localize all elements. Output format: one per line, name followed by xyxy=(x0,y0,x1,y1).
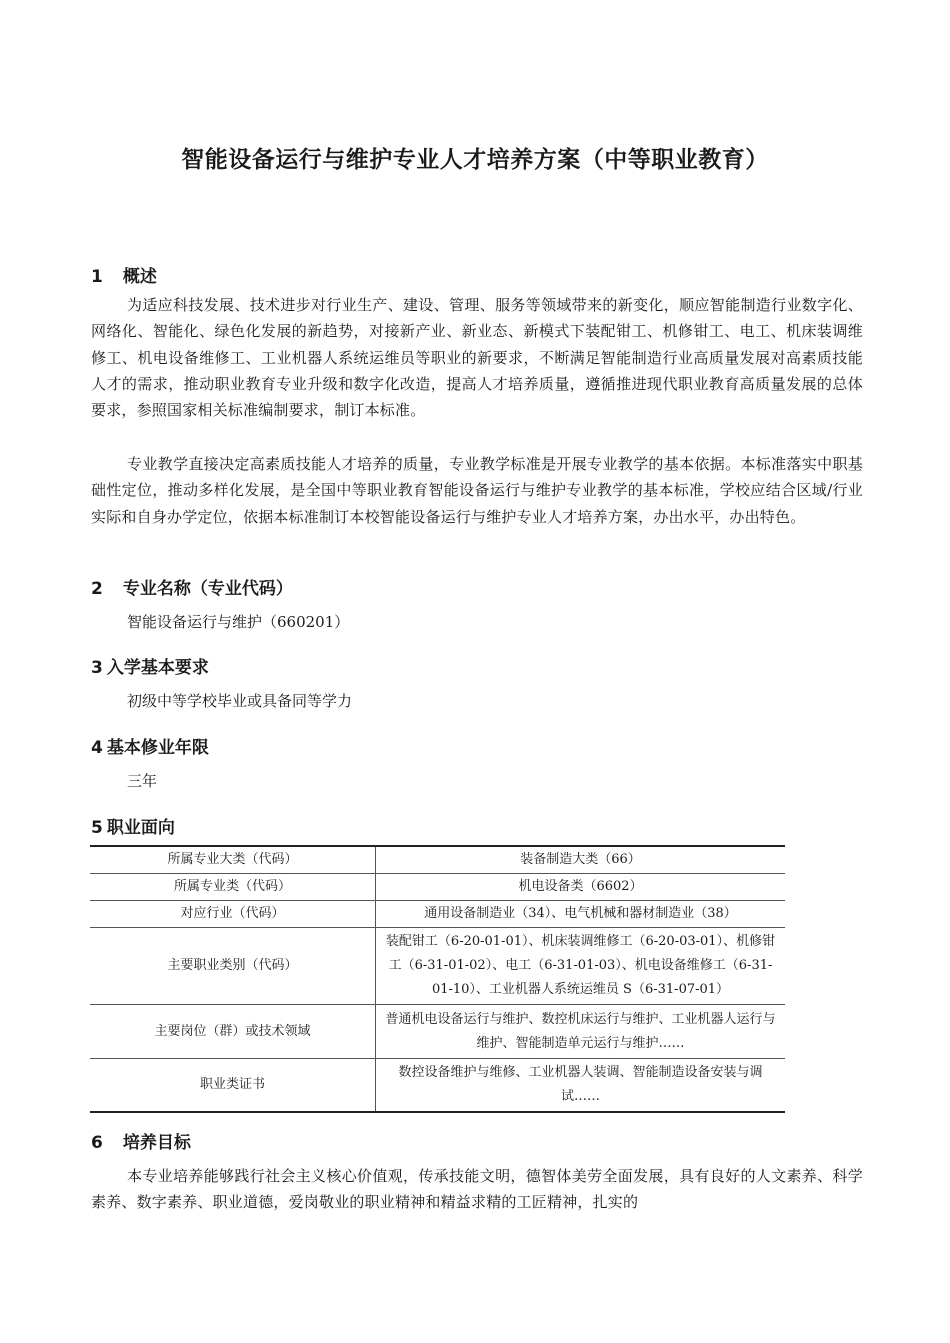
table-row xyxy=(90,874,785,901)
section-title: 基本修业年限 xyxy=(106,738,209,758)
admission-text: 初级中等学校毕业或具备同等学力 xyxy=(127,692,353,710)
table-value-cell: 数控设备维护与维修、工业机器人装调、智能制造设备安装与调试…… xyxy=(376,1059,786,1113)
table-row xyxy=(90,1005,785,1059)
overview-paragraph-2: 专业教学直接决定高素质技能人才培养的质量，专业教学标准是开展专业教学的基本依据。本标准落实中职基础性定位，推动多样化发展，是全国中等职业教育智能设备运行与维护专业教学的基本标准，学校应结合区域/行业实际和自身办学定位，依据本标准制订本校智能设备运行与维护专业人才培养方案，办出水平，办出特色。 xyxy=(91,455,863,526)
section-number: 6 xyxy=(91,1133,103,1153)
duration-text: 三年 xyxy=(127,772,158,790)
table-row xyxy=(90,1059,785,1113)
table-value-cell: 装配钳工（6-20-01-01）、机床装调维修工（6-20-03-01）、机修钳工（6-31-01-02）、电工（6-31-01-03）、机电设备维修工（6-31-01-10）、工业机器人系统运维员 S（6-31-07-01） xyxy=(376,928,786,1005)
table-key-cell: 主要职业类别（代码） xyxy=(90,928,376,1005)
table-key-cell: 对应行业（代码） xyxy=(90,901,376,928)
section-number: 3 xyxy=(91,658,103,678)
section-number: 4 xyxy=(91,738,103,758)
section-title: 职业面向 xyxy=(106,818,175,838)
table-key-cell: 所属专业类（代码） xyxy=(90,874,376,901)
section-heading-5 xyxy=(91,813,175,838)
section-title: 专业名称（专业代码） xyxy=(122,579,293,599)
major-name-text: 智能设备运行与维护（660201） xyxy=(127,613,350,631)
table-row xyxy=(90,901,785,928)
table-value-cell: 装备制造大类（66） xyxy=(376,846,786,874)
table-key-cell: 职业类证书 xyxy=(90,1059,376,1113)
table-key-cell: 主要岗位（群）或技术领域 xyxy=(90,1005,376,1059)
section-heading-6 xyxy=(91,1128,191,1153)
section-title: 入学基本要求 xyxy=(106,658,209,678)
document-title: 智能设备运行与维护专业人才培养方案（中等职业教育） xyxy=(181,147,769,173)
section-number: 2 xyxy=(91,579,103,599)
table-value-cell: 通用设备制造业（34）、电气机械和器材制造业（38） xyxy=(376,901,786,928)
overview-paragraph-1: 为适应科技发展、技术进步对行业生产、建设、管理、服务等领域带来的新变化，顺应智能制造行业数字化、网络化、智能化、绿色化发展的新趋势，对接新产业、新业态、新模式下装配钳工、机修钳工、电工、机床装调维修工、机电设备维修工、工业机器人系统运维员等职业的新要求，不断满足智能制造行业高质量发展对高素质技能人才的需求，推动职业教育专业升级和数字化改造，提高人才培养质量，遵循推进现代职业教育高质量发展的总体要求，参照国家相关标准编制要求，制订本标准。 xyxy=(91,296,863,420)
section-title: 概述 xyxy=(122,267,157,287)
section-number: 5 xyxy=(91,818,103,838)
table-row xyxy=(90,928,785,1005)
table-key-cell: 所属专业大类（代码） xyxy=(90,846,376,874)
goal-paragraph: 本专业培养能够践行社会主义核心价值观，传承技能文明，德智体美劳全面发展，具有良好的人文素养、科学素养、数字素养、职业道德，爱岗敬业的职业精神和精益求精的工匠精神，扎实的 xyxy=(91,1167,863,1212)
occupation-table xyxy=(90,845,785,1113)
section-number: 1 xyxy=(91,267,103,287)
table-value-cell: 普通机电设备运行与维护、数控机床运行与维护、工业机器人运行与维护、智能制造单元运行与维护…… xyxy=(376,1005,786,1059)
section-heading-4 xyxy=(91,733,209,758)
section-title: 培养目标 xyxy=(122,1133,191,1153)
section-heading-2 xyxy=(91,574,293,599)
section-heading-3 xyxy=(91,653,209,678)
table-row xyxy=(90,846,785,874)
table-value-cell: 机电设备类（6602） xyxy=(376,874,786,901)
section-heading-1 xyxy=(91,262,157,287)
